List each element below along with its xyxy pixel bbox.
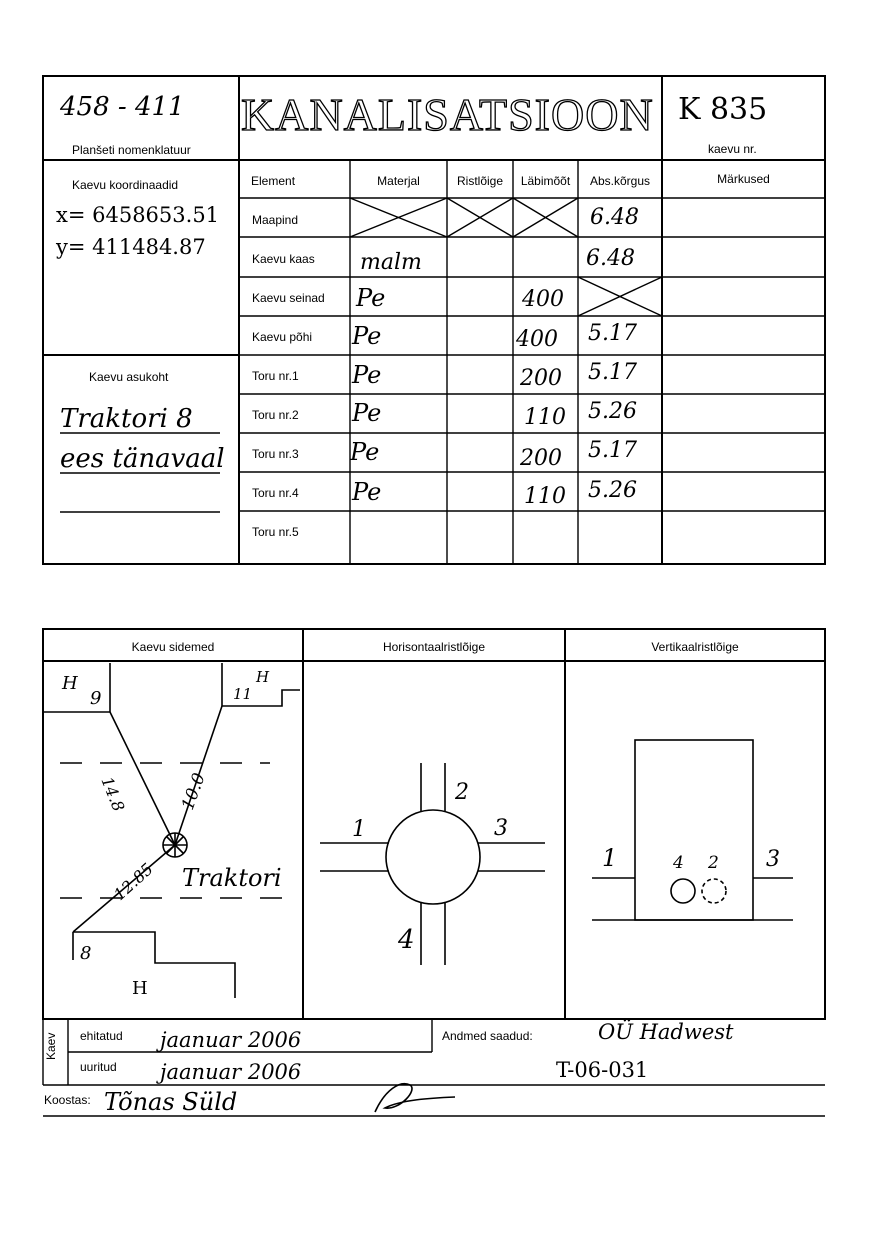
ties-street: Traktori: [182, 864, 282, 892]
col-header-diameter: Läbimõõt: [520, 174, 571, 188]
ties-distance-2: 10.0: [178, 770, 210, 813]
source-value: OÜ Hadwest: [598, 1020, 734, 1044]
row-height-ground: 6.48: [590, 205, 639, 230]
vsection-pipe3: 3: [766, 847, 780, 872]
plan-number: 458 - 411: [60, 92, 185, 122]
source-label: Andmed saadud:: [442, 1029, 533, 1043]
ties-h-bottom: H: [132, 978, 148, 999]
ties-h-right: H: [256, 668, 270, 686]
horizontal-section-label: Horisontaalristlõige: [382, 640, 486, 654]
vsection-pipe4: 4: [673, 853, 684, 873]
hsection-pipe3: 3: [494, 816, 508, 841]
hsection-pipe1: 1: [352, 817, 366, 842]
compiled-label: Koostas:: [44, 1093, 91, 1107]
row-height-bottom: 5.17: [588, 321, 637, 346]
row-element-cover: Kaevu kaas: [252, 252, 315, 266]
row-element-pipe3: Toru nr.3: [252, 447, 299, 461]
ties-n-left: 9: [90, 688, 102, 709]
location-line2: ees tänavaal: [60, 444, 225, 474]
ties-distance-3: 12.85: [110, 859, 157, 905]
hsection-pipe4: 4: [398, 925, 415, 955]
vsection-pipe1: 1: [602, 844, 618, 872]
row-material-pipe3: Pe: [350, 438, 380, 466]
coordinate-x: x= 6458653.51: [56, 203, 220, 227]
row-material-pipe4: Pe: [352, 478, 382, 506]
row-height-pipe1: 5.17: [588, 360, 637, 385]
location-label: Kaevu asukoht: [89, 370, 169, 384]
footer-side-label: Kaev: [44, 1032, 58, 1060]
row-diameter-pipe1: 200: [520, 366, 562, 391]
col-header-notes: Märkused: [717, 172, 770, 186]
built-value: jaanuar 2006: [160, 1028, 302, 1052]
surveyed-value: jaanuar 2006: [160, 1060, 302, 1084]
page-title: KANALISATSIOON: [241, 89, 654, 140]
row-height-pipe4: 5.26: [588, 478, 637, 503]
source-ref: T-06-031: [556, 1058, 649, 1082]
ties-h-left: H: [62, 673, 78, 694]
col-header-material: Materjal: [377, 174, 420, 188]
row-height-cover: 6.48: [586, 246, 635, 271]
built-label: ehitatud: [80, 1029, 123, 1043]
coordinates-label: Kaevu koordinaadid: [72, 178, 179, 192]
ties-n-bottom: 8: [80, 943, 92, 964]
row-element-pipe5: Toru nr.5: [252, 525, 299, 539]
vertical-section-label: Vertikaalristlõige: [651, 640, 739, 654]
row-material-walls: Pe: [356, 284, 386, 312]
plan-label: Planšeti nomenklatuur: [72, 143, 191, 157]
row-material-pipe2: Pe: [352, 399, 382, 427]
hsection-pipe2: 2: [455, 780, 469, 805]
col-header-section: Ristlõige: [456, 174, 504, 188]
row-height-pipe3: 5.17: [588, 438, 637, 463]
location-line1: Traktori 8: [60, 404, 193, 434]
row-material-pipe1: Pe: [352, 361, 382, 389]
col-header-element: Element: [251, 174, 296, 188]
col-header-height: Abs.kõrgus: [589, 174, 651, 188]
row-material-cover: malm: [360, 250, 422, 275]
compiled-value: Tõnas Süld: [104, 1088, 238, 1116]
ties-distance-1: 14.8: [97, 774, 129, 815]
row-element-pipe4: Toru nr.4: [252, 486, 299, 500]
row-element-pipe2: Toru nr.2: [252, 408, 299, 422]
ties-label: Kaevu sidemed: [131, 640, 215, 654]
well-number: K 835: [678, 92, 768, 127]
coordinate-y: y= 411484.87: [56, 235, 206, 259]
row-height-pipe2: 5.26: [588, 399, 637, 424]
row-diameter-pipe2: 110: [524, 405, 566, 430]
row-diameter-pipe4: 110: [524, 484, 566, 509]
row-diameter-bottom: 400: [516, 327, 558, 352]
row-element-ground: Maapind: [252, 213, 299, 227]
row-diameter-pipe3: 200: [520, 446, 562, 471]
vsection-pipe2: 2: [708, 853, 719, 873]
row-element-bottom: Kaevu põhi: [252, 330, 313, 344]
row-element-walls: Kaevu seinad: [252, 291, 325, 305]
well-number-label: kaevu nr.: [708, 142, 757, 156]
row-element-pipe1: Toru nr.1: [252, 369, 299, 383]
row-material-bottom: Pe: [352, 322, 382, 350]
row-diameter-walls: 400: [522, 287, 564, 312]
ties-n-right: 11: [233, 685, 253, 703]
surveyed-label: uuritud: [80, 1060, 117, 1074]
